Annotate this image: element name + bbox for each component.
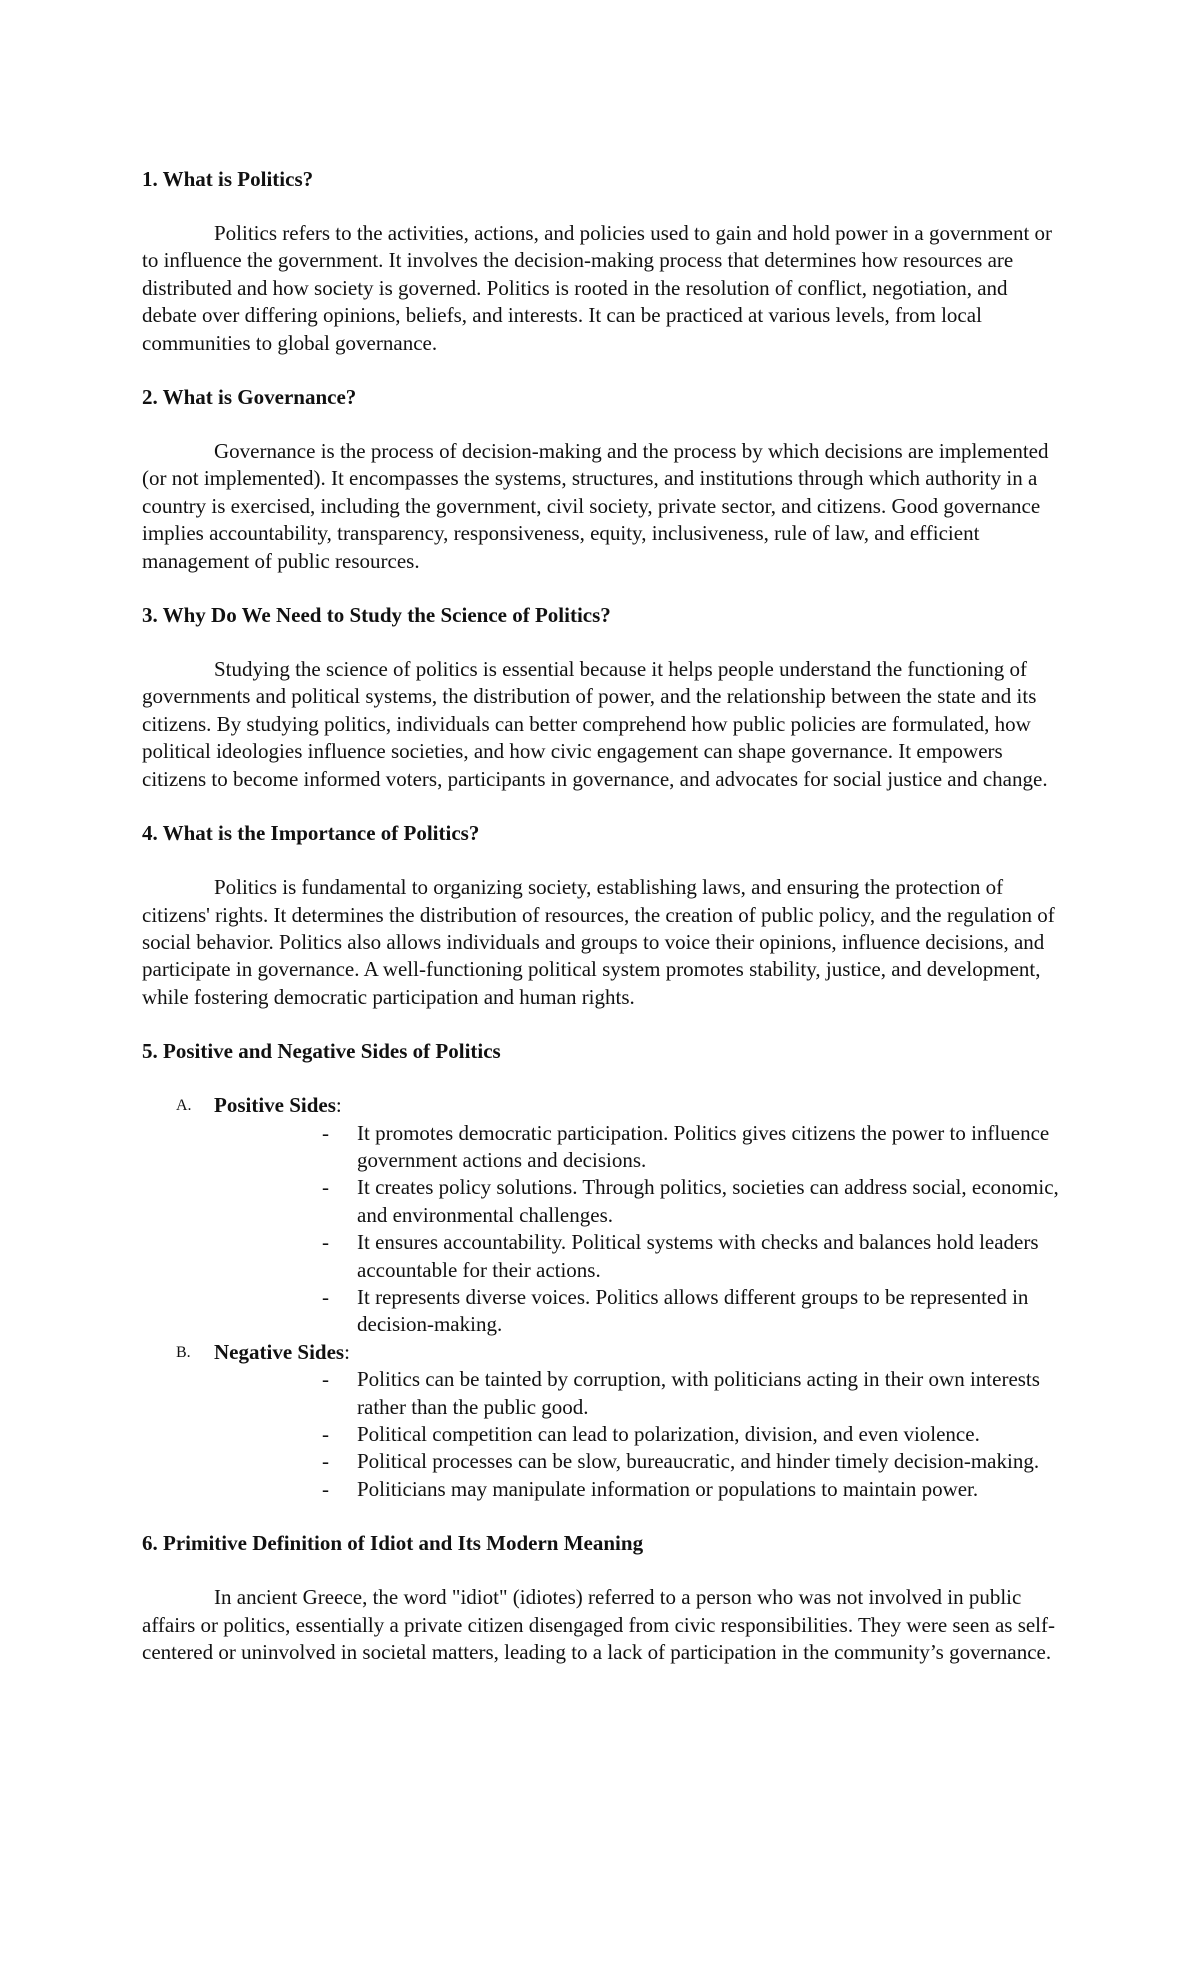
section-paragraph: In ancient Greece, the word "idiot" (idiotes) referred to a person who was not involved in public affairs or politics, essentially a private citizen disengaged from civic responsibilities. They were seen as self-centered or uninvolved in societal matters, leading to a lack of participation in the community’s governance. [142, 1585, 1056, 1665]
section-paragraph: Politics refers to the activities, actions, and policies used to gain and hold power in a government or to influence the government. It involves the decision-making process that determines how resources are distributed and how society is governed. Politics is rooted in the resolution of conflict, negotiation, and debate over differing opinions, beliefs, and interests. It can be practiced at various levels, from local communities to global governance. [142, 221, 1053, 355]
list-item-text: It promotes democratic participation. Politics gives citizens the power to influence government actions and decisions. [357, 1120, 1050, 1172]
dash-marker: - [322, 1449, 329, 1474]
positive-sides-item [142, 1092, 1060, 1339]
section-heading: 6. Primitive Definition of Idiot and Its Modern Meaning [142, 1531, 644, 1556]
dash-marker: - [322, 1284, 329, 1309]
section-paragraph: Politics is fundamental to organizing society, establishing laws, and ensuring the protection of citizens' rights. It determines the distribution of resources, the creation of public policy, and the regulation of social behavior. Politics also allows individuals and groups to voice their opinions, influence decisions, and participate in governance. A well-functioning political system promotes stability, justice, and development, while fostering democratic participation and human rights. [142, 875, 1055, 1009]
section-heading: 4. What is the Importance of Politics? [142, 821, 480, 846]
list-item [142, 1120, 1060, 1175]
section-why-study-politics [142, 602, 1060, 793]
positive-sides-bullets [142, 1120, 1060, 1339]
list-item-text: Political competition can lead to polarization, division, and even violence. [357, 1422, 980, 1446]
list-item-text: Politicians may manipulate information or populations to maintain power. [357, 1476, 979, 1501]
dash-marker: - [322, 1230, 329, 1255]
list-item-text: It represents diverse voices. Politics allows different groups to be represented in decision-making. [357, 1284, 1029, 1337]
list-item-text: It creates policy solutions. Through politics, societies can address social, economic, and environmental challenges. [357, 1175, 1059, 1227]
list-item [142, 1366, 1060, 1421]
negative-sides-title: Negative Sides [214, 1339, 345, 1364]
negative-sides-header [142, 1339, 1060, 1366]
list-item [142, 1448, 1060, 1475]
list-item [142, 1476, 1060, 1503]
section-positive-negative-sides [142, 1038, 1060, 1503]
negative-sides-item [142, 1339, 1060, 1503]
section-paragraph: Studying the science of politics is essential because it helps people understand the functioning of governments and political systems, the distribution of power, and the relationship between the state and its citizens. By studying politics, individuals can better comprehend how public policies are formulated, how political ideologies influence societies, and how civic engagement can shape governance. It empowers citizens to become informed voters, participants in governance, and advocates for social justice and change. [142, 657, 1048, 791]
section-what-is-governance [142, 384, 1060, 575]
negative-sides-bullets [142, 1366, 1060, 1503]
section-paragraph: Governance is the process of decision-making and the process by which decisions are implemented (or not implemented). It encompasses the systems, structures, and institutions through which authority in a country is exercised, including the government, civil society, private sector, and citizens. Good governance implies accountability, transparency, responsiveness, equity, inclusiveness, rule of law, and efficient management of public resources. [142, 439, 1049, 573]
list-item [142, 1229, 1060, 1284]
list-item [142, 1421, 1060, 1448]
section-heading: 3. Why Do We Need to Study the Science of Politics? [142, 603, 611, 628]
positive-sides-title: Positive Sides [214, 1093, 336, 1118]
list-marker: B. [176, 1343, 191, 1361]
section-definition-of-idiot [142, 1530, 1060, 1666]
section-importance-of-politics [142, 820, 1060, 1011]
section-what-is-politics [142, 166, 1060, 357]
title-colon: : [344, 1339, 350, 1364]
list-item-text: It ensures accountability. Political systems with checks and balances hold leaders accountable for their actions. [357, 1230, 1039, 1282]
section-heading: 2. What is Governance? [142, 385, 357, 410]
dash-marker: - [322, 1476, 329, 1501]
section-heading: 1. What is Politics? [142, 167, 314, 191]
dash-marker: - [322, 1120, 329, 1145]
dash-marker: - [322, 1422, 329, 1446]
dash-marker: - [322, 1175, 329, 1200]
list-item-text: Political processes can be slow, bureaucratic, and hinder timely decision-making. [357, 1449, 1040, 1474]
positive-sides-header [142, 1092, 1060, 1119]
list-item [142, 1174, 1060, 1229]
list-marker: A. [176, 1097, 192, 1115]
section-heading: 5. Positive and Negative Sides of Politics [142, 1039, 501, 1064]
sides-list [142, 1092, 1060, 1503]
dash-marker: - [322, 1367, 329, 1392]
list-item [142, 1284, 1060, 1339]
title-colon: : [335, 1093, 342, 1118]
list-item-text: Politics can be tainted by corruption, with politicians acting in their own interests rather than the public good. [357, 1367, 1040, 1419]
